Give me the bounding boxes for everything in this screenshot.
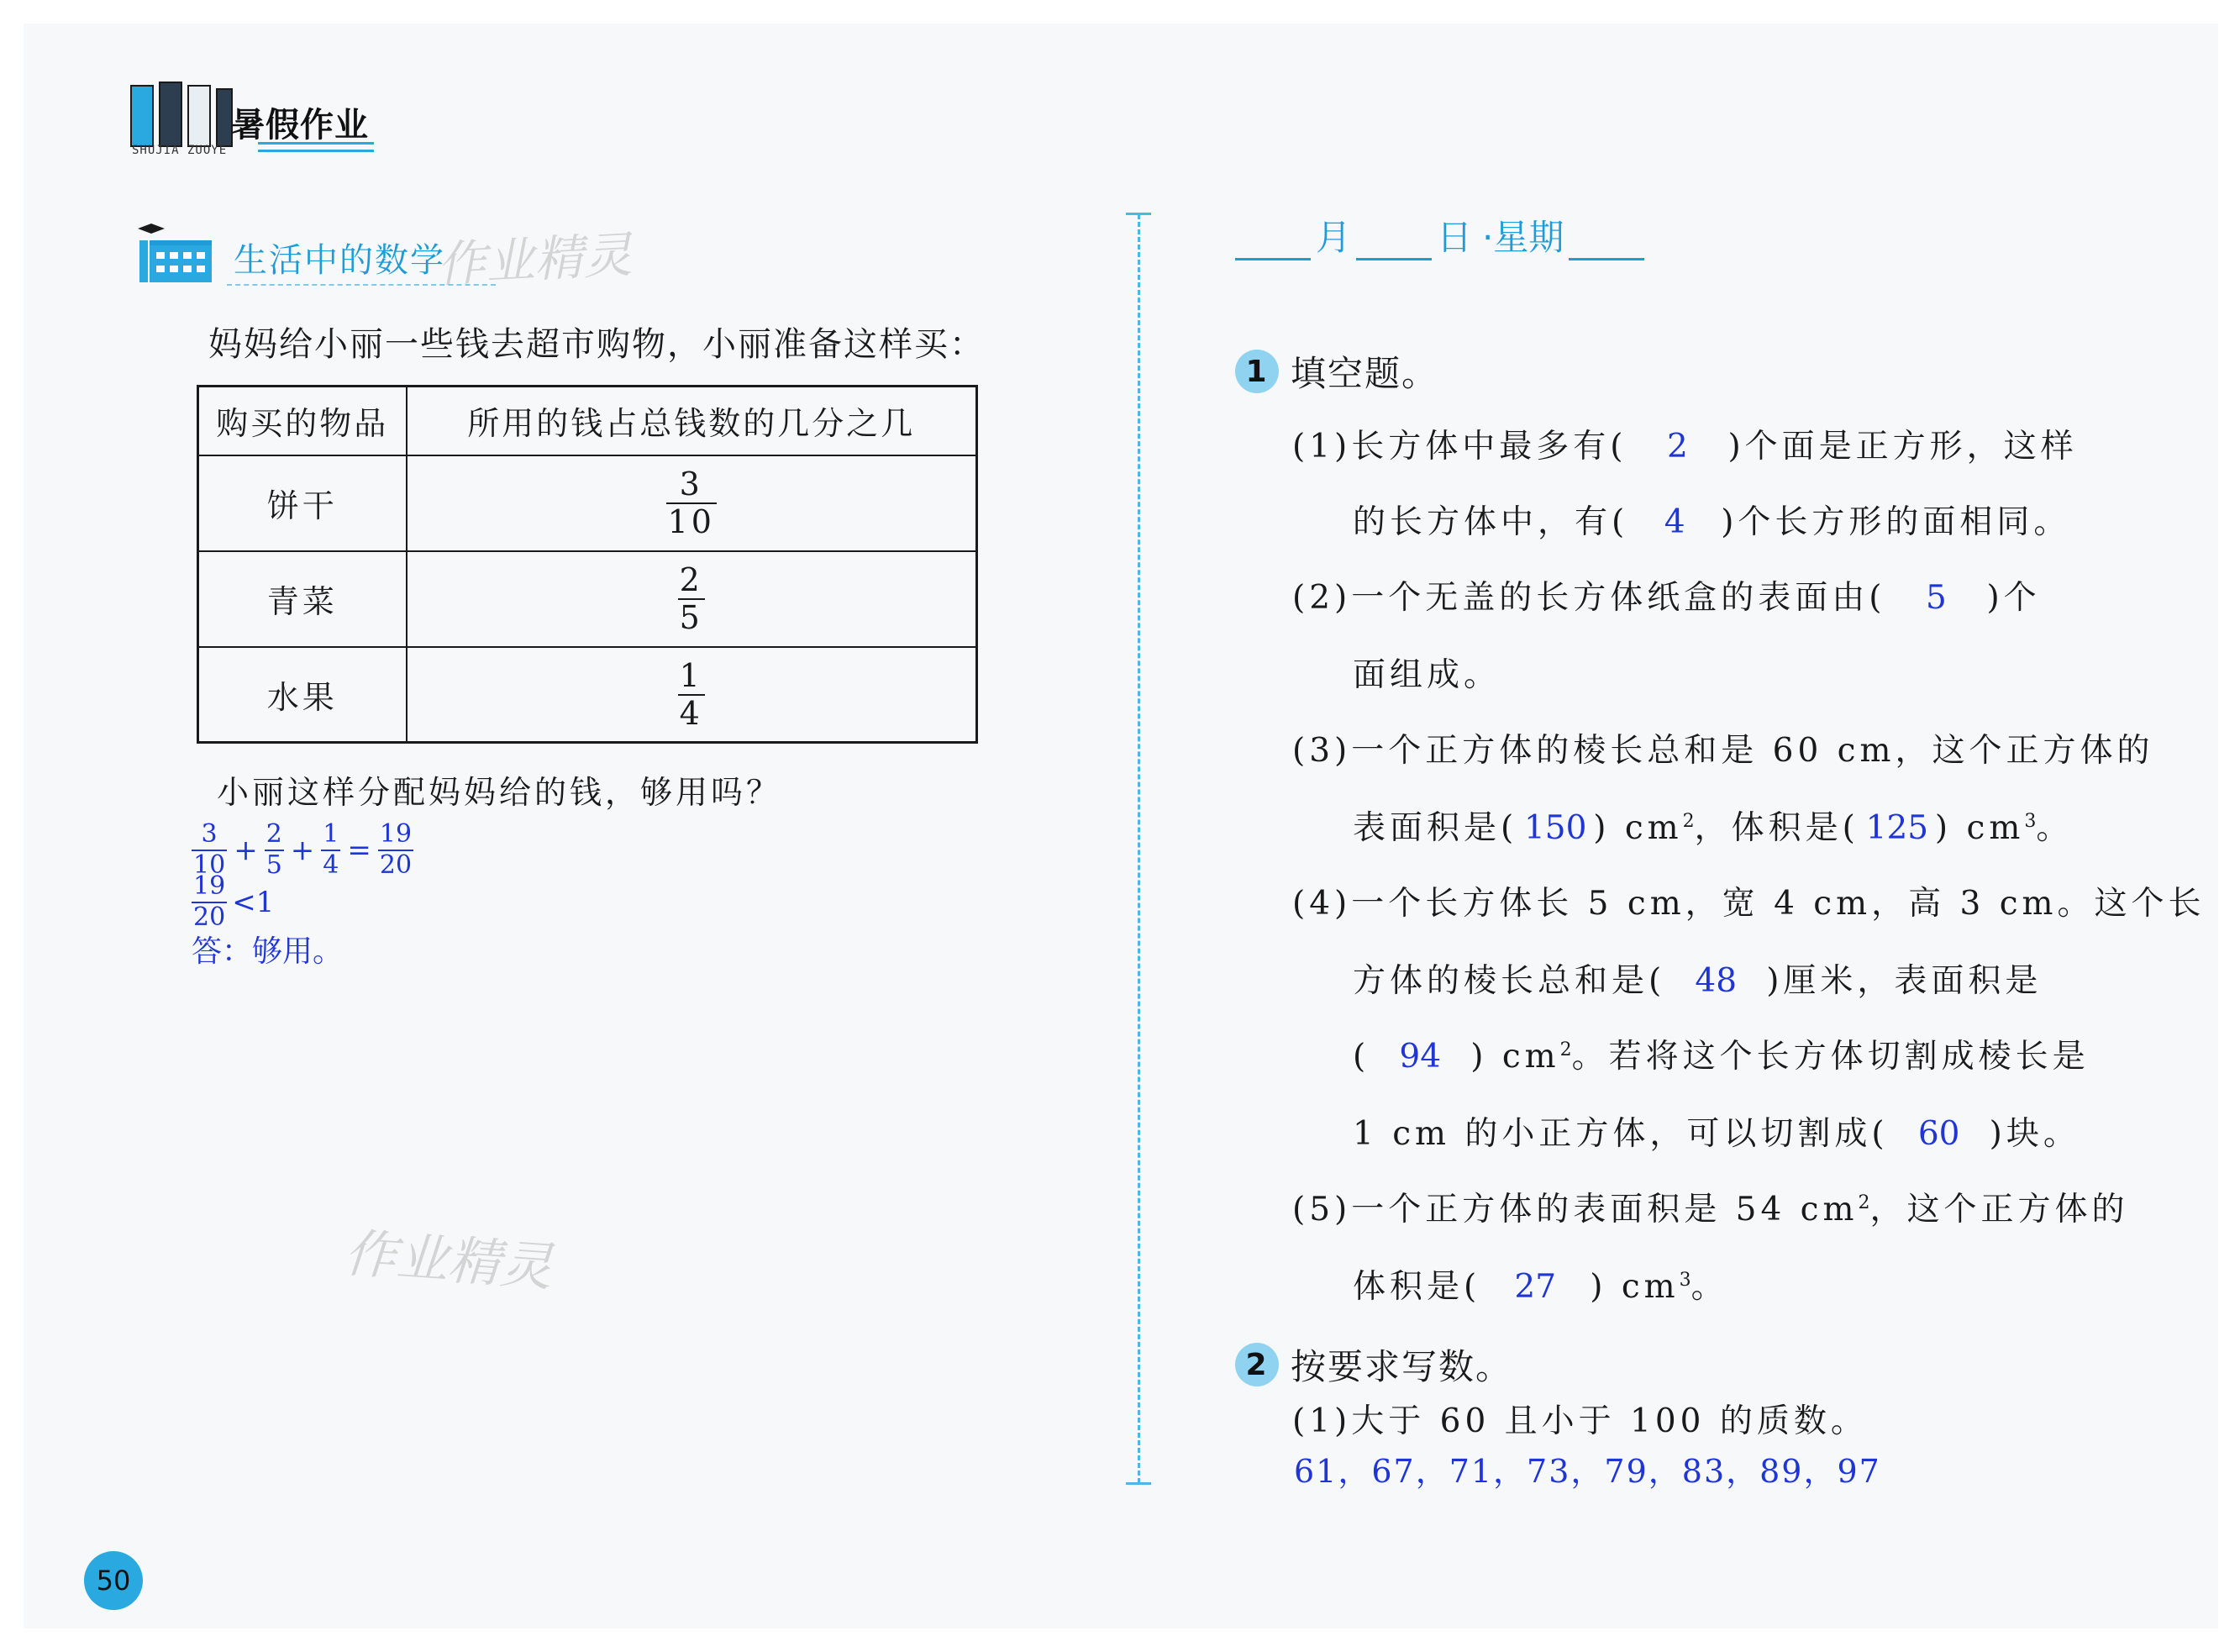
page-divider [1138, 214, 1140, 1483]
purchase-table [197, 385, 978, 744]
q1-part4-line4: 1 cm 的小正方体，可以切割成( 60 )块。 [1353, 1115, 2080, 1153]
date-line [1235, 210, 1644, 260]
q1-part1-line2: 的长方体中，有( 4 )个长方形的面相同。 [1353, 503, 2071, 541]
q2-part1-answer: 61，67，71，73，79，83，89，97 [1294, 1453, 1881, 1490]
item-cell: 饼干 [198, 455, 407, 551]
item-cell: 水果 [198, 647, 407, 743]
books-icon [130, 80, 233, 147]
logo-underline [258, 142, 374, 152]
answer-comparison: $\frac{19}{20}$ <1 [193, 871, 275, 932]
q1-part2-line2: 面组成。 [1353, 656, 1501, 694]
problem-intro: 妈妈给小丽一些钱去超市购物，小丽准备这样买： [208, 325, 985, 364]
fraction-cell: $\frac{3}{10}$ [407, 455, 977, 551]
page-number: 50 [84, 1551, 143, 1610]
q1-part3-line1: (3)一个正方体的棱长总和是 60 cm，这个正方体的 [1292, 732, 2154, 770]
fraction-cell: $\frac{1}{4}$ [407, 647, 977, 743]
weekday-label: ·星期 [1482, 217, 1564, 258]
question-2-heading [1235, 1339, 1512, 1390]
q1-part4-line3: ( 94 ) $cm^2$。若将这个长方体切割成棱长是 [1353, 1038, 2090, 1076]
q1-part4-line1: (4)一个长方体长 5 cm，宽 4 cm，高 3 cm。这个长 [1292, 885, 2206, 923]
section-title: 生活中的数学 [234, 241, 445, 280]
item-cell: 青菜 [198, 551, 407, 647]
fraction-cell: $\frac{2}{5}$ [407, 551, 977, 647]
q1-part3-line2: 表面积是( 150 ) $cm^2$，体积是( 125 ) $cm^3$。 [1353, 809, 2074, 847]
answer-final: 答：够用。 [192, 934, 344, 969]
q1-part2-line1: (2)一个无盖的长方体纸盒的表面由( 5 )个 [1292, 579, 2041, 617]
school-building-icon [133, 220, 218, 286]
table-row [198, 647, 977, 743]
month-blank [1235, 220, 1311, 260]
month-label: 月 [1316, 217, 1352, 258]
watermark: 作业精灵 [342, 1222, 555, 1298]
question-title: 填空题。 [1291, 353, 1439, 394]
table-row [198, 551, 977, 647]
weekday-blank [1569, 220, 1644, 260]
watermark: 作业精灵 [435, 225, 634, 294]
q1-part4-line2: 方体的棱长总和是( 48 )厘米，表面积是 [1353, 962, 2043, 1000]
table-header: 所用的钱占总钱数的几分之几 [407, 387, 977, 455]
q2-part1: (1)大于 60 且小于 100 的质数。 [1292, 1402, 1868, 1440]
question-1-heading [1235, 346, 1438, 397]
logo-subtitle: SHUJIA ZUOYE [132, 144, 228, 157]
question-number-badge: 1 [1235, 350, 1279, 393]
answer-calculation: $\frac{3}{10}$ + $\frac{2}{5}$ + $\frac{1}{4}$ = $\frac{19}{20}$ [193, 819, 413, 880]
question-title: 按要求写数。 [1291, 1346, 1513, 1387]
logo [130, 80, 382, 160]
q1-part5-line2: 体积是( 27 ) $cm^3$。 [1353, 1268, 1728, 1306]
table-header: 购买的物品 [198, 387, 407, 455]
question-text: 小丽这样分配妈妈给的钱，够用吗？ [217, 774, 782, 811]
divider-cap [1126, 1482, 1151, 1485]
logo-title: 暑假作业 [231, 106, 369, 145]
q1-part5-line1: (5)一个正方体的表面积是 54 $cm^2$，这个正方体的 [1292, 1191, 2129, 1228]
table-row [198, 455, 977, 551]
day-label: 日 [1437, 217, 1473, 258]
question-number-badge: 2 [1235, 1343, 1279, 1386]
q1-part1-line1: (1)长方体中最多有( 2 )个面是正方形，这样 [1292, 428, 2078, 466]
day-blank [1356, 220, 1432, 260]
